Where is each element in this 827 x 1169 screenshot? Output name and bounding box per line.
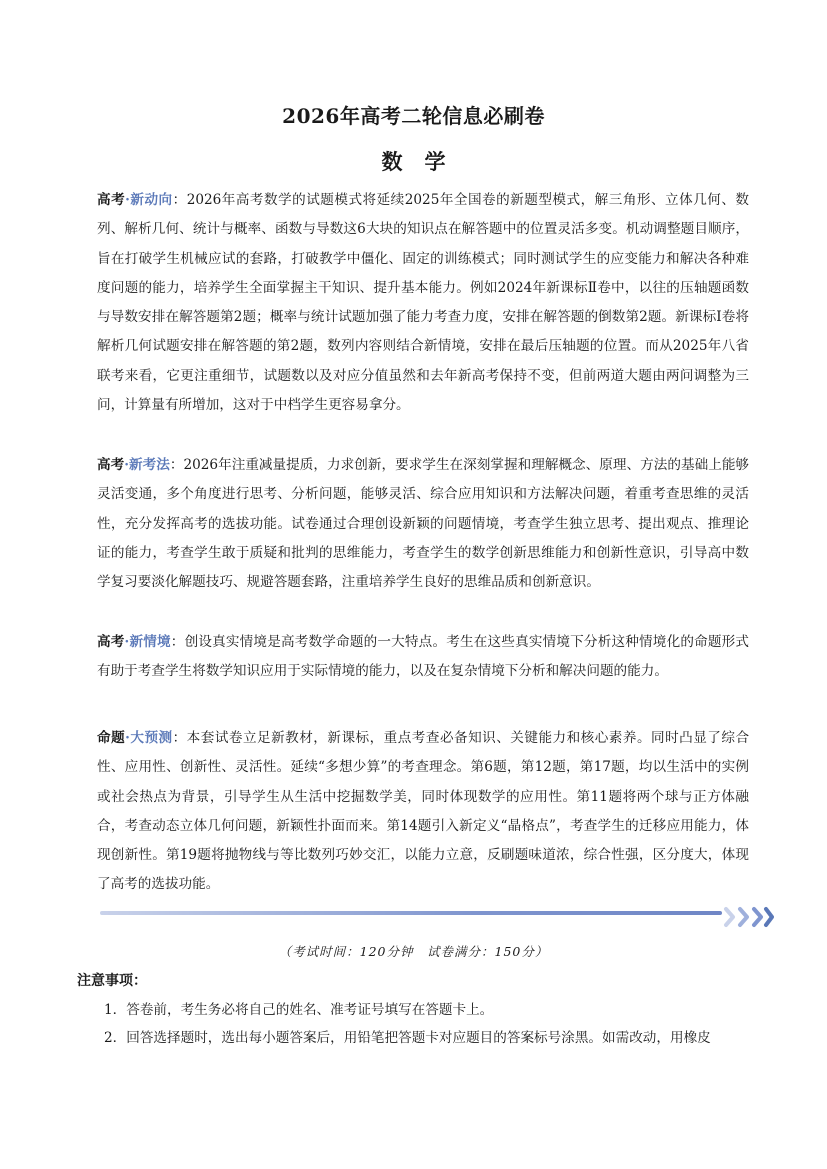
section-tag-sub: 新动向: [129, 192, 173, 208]
notice-heading: 注意事项：: [77, 973, 147, 989]
document-title: 2026年高考二轮信息必刷卷: [282, 104, 545, 128]
section-tag-separator: ·: [124, 457, 129, 473]
section-text: 创设真实情境是高考数学命题的一大特点。考生在这些真实情境下分析这种情境化的命题形式有助于考查学生将数学知识应用于实际情境的能力，以及在复杂情境下分析和解决问题的能力。: [97, 634, 750, 680]
section-tag-main: 高考: [97, 457, 125, 473]
section-text: 2026年高考数学的试题模式将延续2025年全国卷的新题型模式，解三角形、立体几何、数列、解析几何、统计与概率、函数与导数这6大块的知识点在解答题中的位置灵活多变。机动调整题目顺序，旨在打破学生机械应试的套路，打破教学中僵化、固定的训练模式；同时测试学生的应变能力和解决各种难度问题的能力，培养学生全面掌握主干知识、提升基本能力。例如2024年新课标Ⅱ卷中，以往的压轴题函数与导数安排在解答题第2题；概率与统计试题加强了能力考查力度，安排在解答题的倒数第2题。新课标Ⅰ卷将解析几何试题安排在解答题的第2题，数列内容则结合新情境，安排在最后压轴题的位置。而从2025年八省联考来看，它更注重细节，试题数以及对应分值虽然和去年新高考保持不变，但前两道大题由两问调整为三问，计算量有所增加，这对于中档学生更容易拿分。: [97, 192, 750, 414]
section-divider: [100, 911, 722, 915]
section-tag-colon: ：: [169, 457, 184, 473]
section-new-trend: [97, 186, 749, 420]
section-text: 2026年注重减量提质，力求创新，要求学生在深刻掌握和理解概念、原理、方法的基础上能够灵活变通，多个角度进行思考、分析问题，能够灵活、综合应用知识和方法解决问题，着重考查思维的灵活性，充分发挥高考的选拔功能。试卷通过合理创设新颖的问题情境，考查学生独立思考、提出观点、推理论证的能力，考查学生敢于质疑和批判的思维能力，考查学生的数学创新思维能力和创新性意识，引导高中数学复习要淡化解题技巧、规避答题套路，注重培养学生良好的思维品质和创新意识。: [97, 457, 750, 591]
exam-info: （考试时间：120分钟 试卷满分：150分）: [278, 944, 549, 959]
section-tag-sub: 新情境: [129, 634, 171, 650]
section-new-context: [97, 628, 749, 687]
section-tag-separator: ·: [125, 730, 130, 746]
subject-heading: 数学: [381, 149, 468, 174]
section-text: 本套试卷立足新教材，新课标，重点考查必备知识、关键能力和核心素养。同时凸显了综合性、应用性、创新性、灵活性。延续“多想少算”的考查理念。第6题，第12题，第17题，均以生活中的实例或社会热点为背景，引导学生从生活中挖掘数学美，同时体现数学的应用性。第11题将两个球与正方体融合，考查动态立体几何问题，新颖性扑面而来。第14题引入新定义“晶格点”，考查学生的迁移应用能力，体现创新性。第19题将抛物线与等比数列巧妙交汇，以能力立意，反刷题味道浓，综合性强，区分度大，体现了高考的选拔功能。: [97, 730, 750, 893]
section-tag-main: 命题: [97, 730, 126, 746]
notice-item: 2．回答选择题时，选出每小题答案后，用铅笔把答题卡对应题目的答案标号涂黑。如需改动，用橡皮: [104, 1030, 711, 1046]
section-tag-sub: 新考法: [128, 457, 170, 473]
section-tag-main: 高考: [97, 634, 125, 650]
section-new-method: [97, 451, 749, 597]
section-tag-separator: ·: [125, 192, 130, 208]
section-tag-separator: ·: [124, 634, 130, 650]
notice-item: 1．答卷前，考生务必将自己的姓名、准考证号填写在答题卡上。: [104, 1002, 494, 1018]
section-tag-colon: ：: [170, 634, 185, 650]
section-tag-colon: ：: [172, 192, 187, 208]
chevron-right-icon: [722, 905, 774, 929]
section-tag-sub: 大预测: [129, 730, 173, 746]
section-tag-colon: ：: [172, 730, 187, 746]
section-prediction: [97, 724, 749, 900]
section-tag-main: 高考: [97, 192, 126, 208]
